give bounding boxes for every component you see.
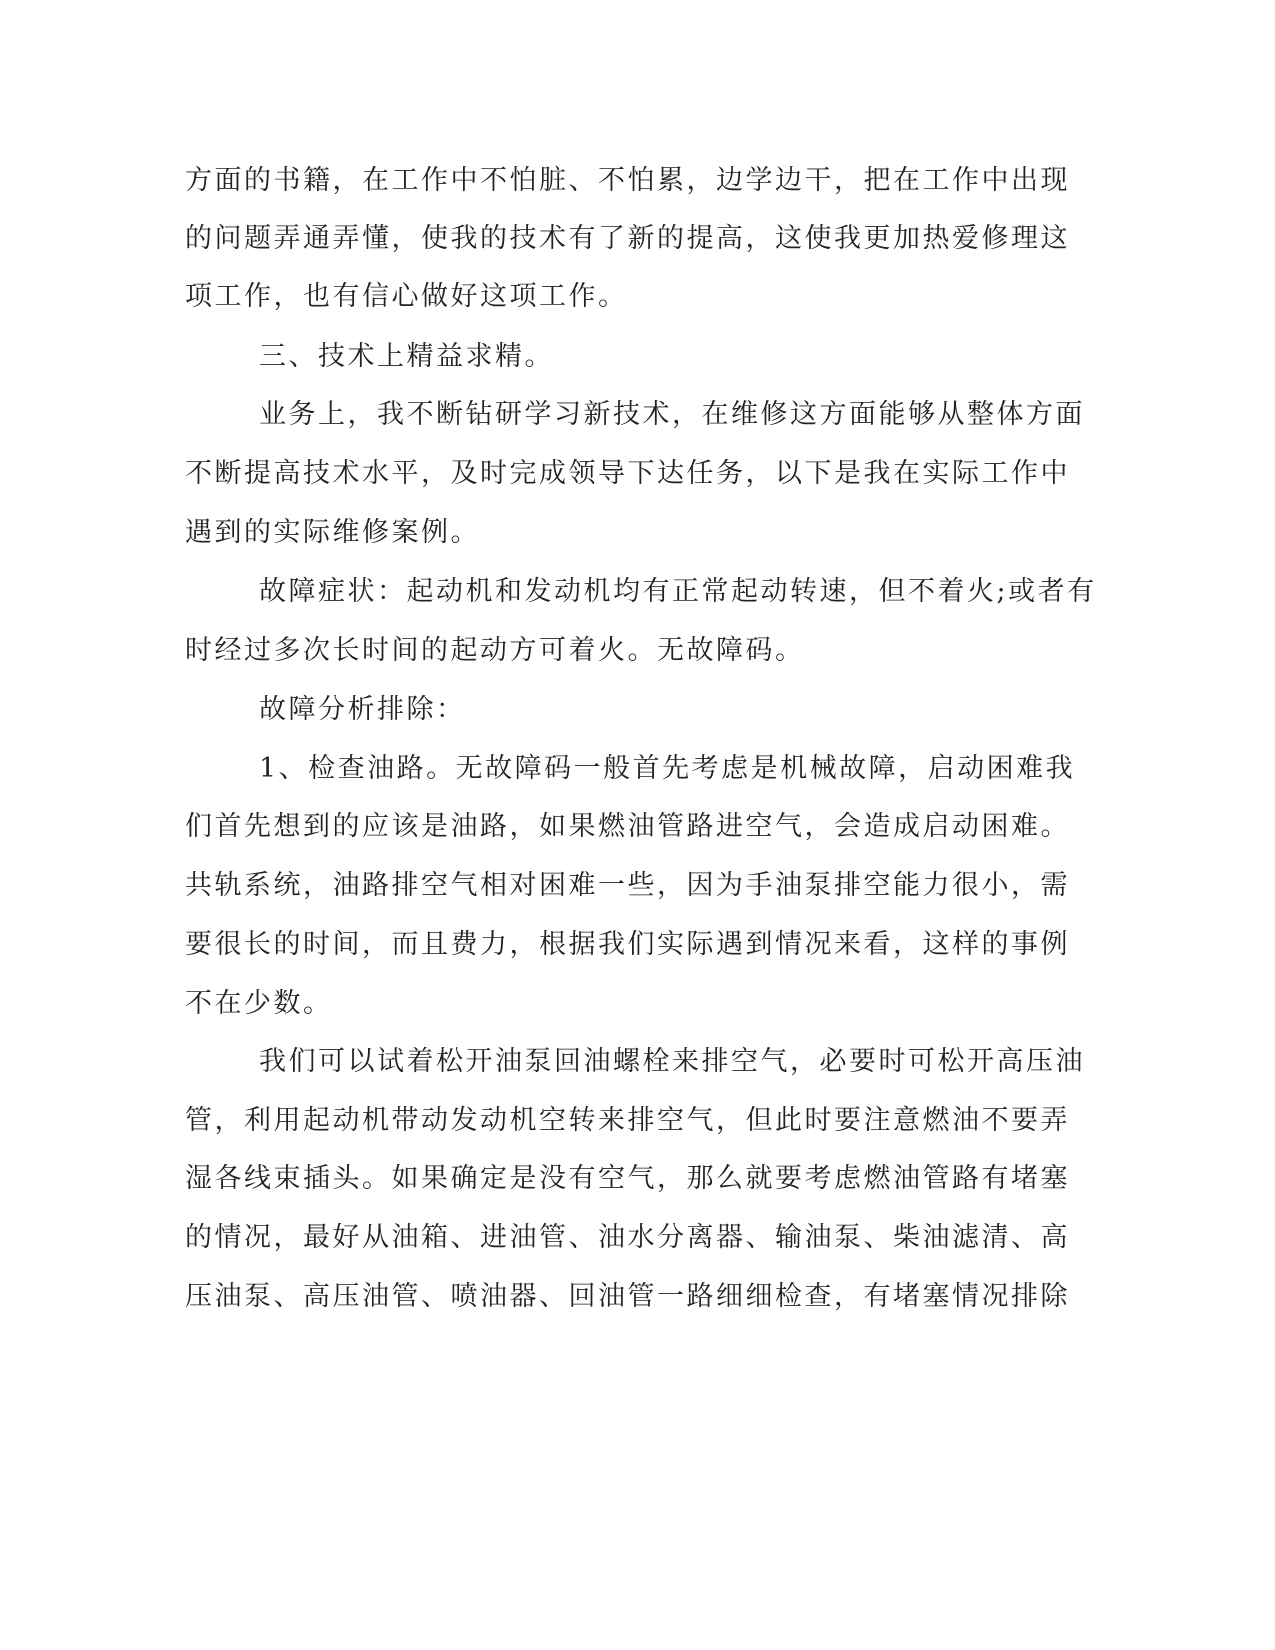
text-line: 的情况，最好从油箱、进油管、油水分离器、输油泵、柴油滤清、高 xyxy=(185,1222,1070,1253)
text-line: 不在少数。 xyxy=(185,988,333,1019)
text-line: 我们可以试着松开油泵回油螺栓来排空气，必要时可松开高压油 xyxy=(259,1046,1085,1077)
text-line: 们首先想到的应该是油路，如果燃油管路进空气，会造成启动困难。 xyxy=(185,811,1070,842)
text-line: 时经过多次长时间的起动方可着火。无故障码。 xyxy=(185,635,805,666)
text-line: 遇到的实际维修案例。 xyxy=(185,517,480,548)
text-line: 要很长的时间，而且费力，根据我们实际遇到情况来看，这样的事例 xyxy=(185,929,1070,960)
text-line: 1、检查油路。无故障码一般首先考虑是机械故障，启动困难我 xyxy=(259,753,1076,784)
text-line: 的问题弄通弄懂，使我的技术有了新的提高，这使我更加热爱修理这 xyxy=(185,223,1070,254)
text-line: 管，利用起动机带动发动机空转来排空气，但此时要注意燃油不要弄 xyxy=(185,1105,1070,1136)
text-line: 项工作，也有信心做好这项工作。 xyxy=(185,281,628,312)
section-heading: 三、技术上精益求精。 xyxy=(259,341,554,372)
text-line: 故障症状：起动机和发动机均有正常起动转速，但不着火;或者有 xyxy=(259,576,1097,607)
text-line: 压油泵、高压油管、喷油器、回油管一路细细检查，有堵塞情况排除 xyxy=(185,1281,1070,1312)
text-line: 不断提高技术水平，及时完成领导下达任务，以下是我在实际工作中 xyxy=(185,458,1070,489)
text-line: 方面的书籍，在工作中不怕脏、不怕累，边学边干，把在工作中出现 xyxy=(185,165,1070,196)
text-line: 湿各线束插头。如果确定是没有空气，那么就要考虑燃油管路有堵塞 xyxy=(185,1163,1070,1194)
text-line: 共轨系统，油路排空气相对困难一些，因为手油泵排空能力很小，需 xyxy=(185,870,1070,901)
text-line: 故障分析排除： xyxy=(259,694,466,725)
text-line: 业务上，我不断钻研学习新技术，在维修这方面能够从整体方面 xyxy=(259,399,1085,430)
